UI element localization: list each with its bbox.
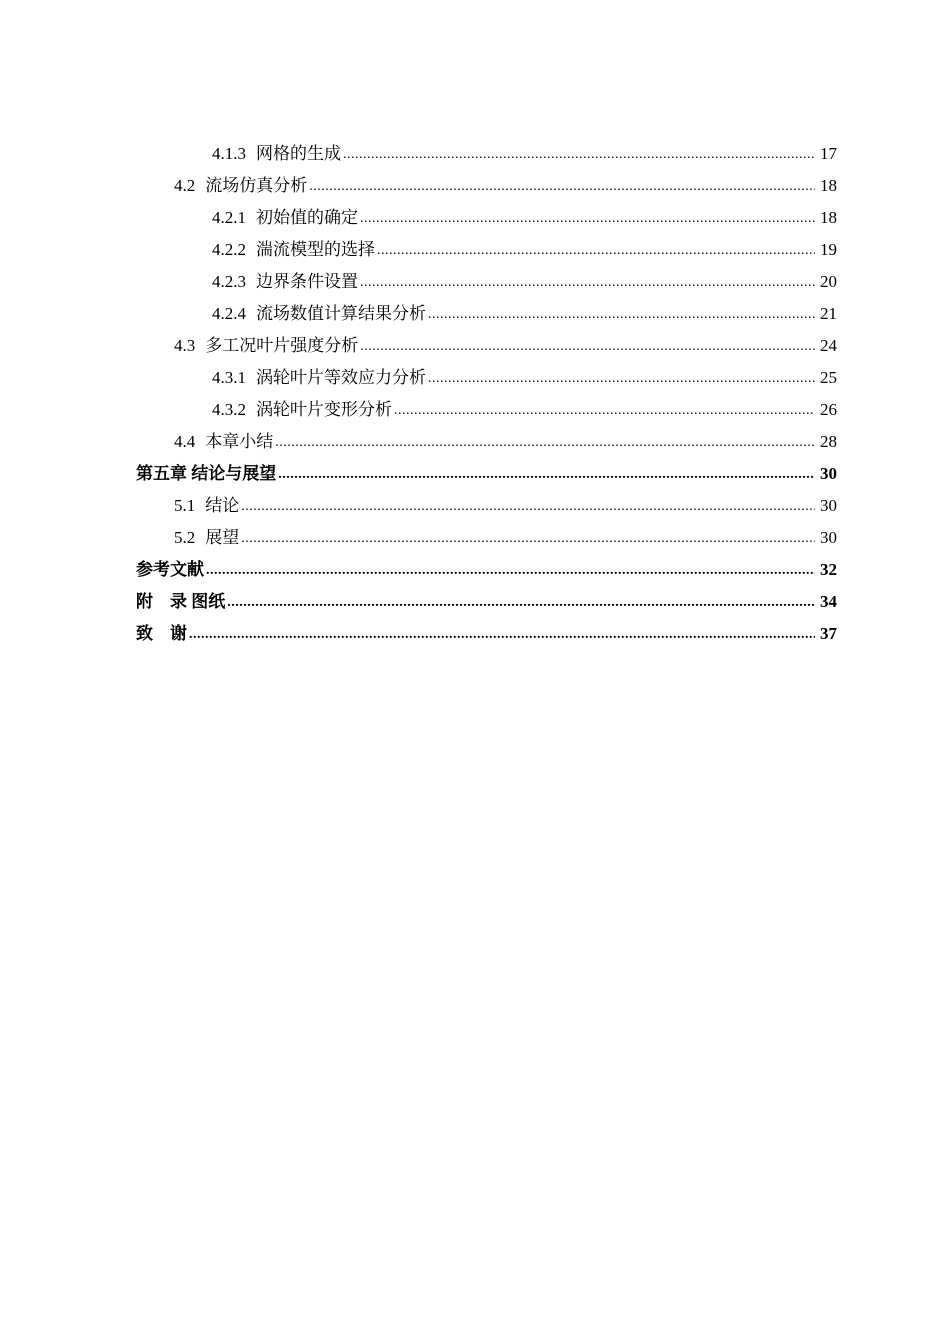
toc-dot-leader <box>377 234 815 266</box>
toc-dot-leader <box>189 618 815 650</box>
toc-entry-number: 4.2.4 <box>212 304 246 323</box>
toc-dot-leader <box>428 362 815 394</box>
toc-dot-leader <box>227 586 815 618</box>
toc-entry[interactable] <box>0 522 950 554</box>
toc-dot-leader <box>394 394 815 426</box>
toc-entry-title: 初始值的确定 <box>256 208 358 227</box>
toc-entry-page: 28 <box>820 432 837 451</box>
toc-dot-leader <box>309 170 815 202</box>
toc-dot-leader <box>360 330 815 362</box>
toc-entry-number: 4.1.3 <box>212 144 246 163</box>
toc-dot-leader <box>360 202 815 234</box>
toc-dot-leader <box>360 266 815 298</box>
toc-entry-page: 18 <box>820 176 837 195</box>
toc-entry-page: 25 <box>820 368 837 387</box>
toc-entry-title: 附 录 图纸 <box>136 592 226 611</box>
toc-entry[interactable] <box>0 394 950 426</box>
toc-entry-title: 本章小结 <box>205 432 274 451</box>
toc-entry-page: 32 <box>820 560 837 579</box>
toc-entry-number: 4.3 <box>174 336 196 355</box>
toc-entry-page: 18 <box>820 208 837 227</box>
toc-entry-number: 4.2.3 <box>212 272 246 291</box>
toc-chapter-entry[interactable] <box>0 554 950 586</box>
toc-entry-title: 多工况叶片强度分析 <box>205 336 359 355</box>
toc-entry-number: 4.2 <box>174 176 196 195</box>
toc-entry-title: 涡轮叶片变形分析 <box>256 400 392 419</box>
toc-chapter-entry[interactable] <box>0 458 950 490</box>
toc-entry[interactable] <box>0 170 950 202</box>
toc-entry-page: 24 <box>820 336 837 355</box>
toc-entry-number: 5.2 <box>174 528 196 547</box>
toc-entry-page: 21 <box>820 304 837 323</box>
toc-entry-title: 涡轮叶片等效应力分析 <box>256 368 426 387</box>
toc-entry-number: 4.2.1 <box>212 208 246 227</box>
toc-entry-page: 30 <box>820 528 837 547</box>
table-of-contents <box>0 138 950 650</box>
toc-entry[interactable] <box>0 298 950 330</box>
toc-entry-page: 34 <box>820 592 837 611</box>
toc-entry-page: 30 <box>820 464 837 483</box>
toc-entry[interactable] <box>0 202 950 234</box>
toc-dot-leader <box>241 490 815 522</box>
toc-entry-page: 30 <box>820 496 837 515</box>
toc-dot-leader <box>428 298 815 330</box>
toc-entry[interactable] <box>0 362 950 394</box>
toc-entry-title: 网格的生成 <box>256 144 341 163</box>
toc-chapter-entry[interactable] <box>0 618 950 650</box>
toc-entry-title: 结论 <box>205 496 240 515</box>
toc-entry[interactable] <box>0 234 950 266</box>
toc-entry[interactable] <box>0 330 950 362</box>
toc-dot-leader <box>343 138 815 170</box>
toc-dot-leader <box>278 458 815 490</box>
toc-entry-title: 致 谢 <box>136 624 187 643</box>
toc-entry-number: 4.3.2 <box>212 400 246 419</box>
toc-entry-page: 20 <box>820 272 837 291</box>
toc-entry-title: 流场仿真分析 <box>205 176 308 195</box>
toc-entry-title: 展望 <box>205 528 240 547</box>
toc-entry-number: 4.3.1 <box>212 368 246 387</box>
toc-entry-page: 17 <box>820 144 837 163</box>
toc-entry-page: 19 <box>820 240 837 259</box>
toc-entry-title: 第五章 结论与展望 <box>136 464 277 483</box>
toc-entry[interactable] <box>0 490 950 522</box>
toc-entry[interactable] <box>0 266 950 298</box>
toc-entry[interactable] <box>0 426 950 458</box>
toc-entry-title: 参考文献 <box>136 560 204 579</box>
toc-dot-leader <box>206 554 815 586</box>
toc-entry-title: 边界条件设置 <box>256 272 358 291</box>
toc-entry-title: 湍流模型的选择 <box>256 240 375 259</box>
toc-entry-number: 5.1 <box>174 496 196 515</box>
toc-entry-page: 37 <box>820 624 837 643</box>
toc-dot-leader <box>275 426 815 458</box>
toc-dot-leader <box>241 522 815 554</box>
toc-entry-page: 26 <box>820 400 837 419</box>
toc-entry-number: 4.2.2 <box>212 240 246 259</box>
toc-entry[interactable] <box>0 138 950 170</box>
toc-entry-number: 4.4 <box>174 432 196 451</box>
toc-entry-title: 流场数值计算结果分析 <box>256 304 426 323</box>
toc-chapter-entry[interactable] <box>0 586 950 618</box>
